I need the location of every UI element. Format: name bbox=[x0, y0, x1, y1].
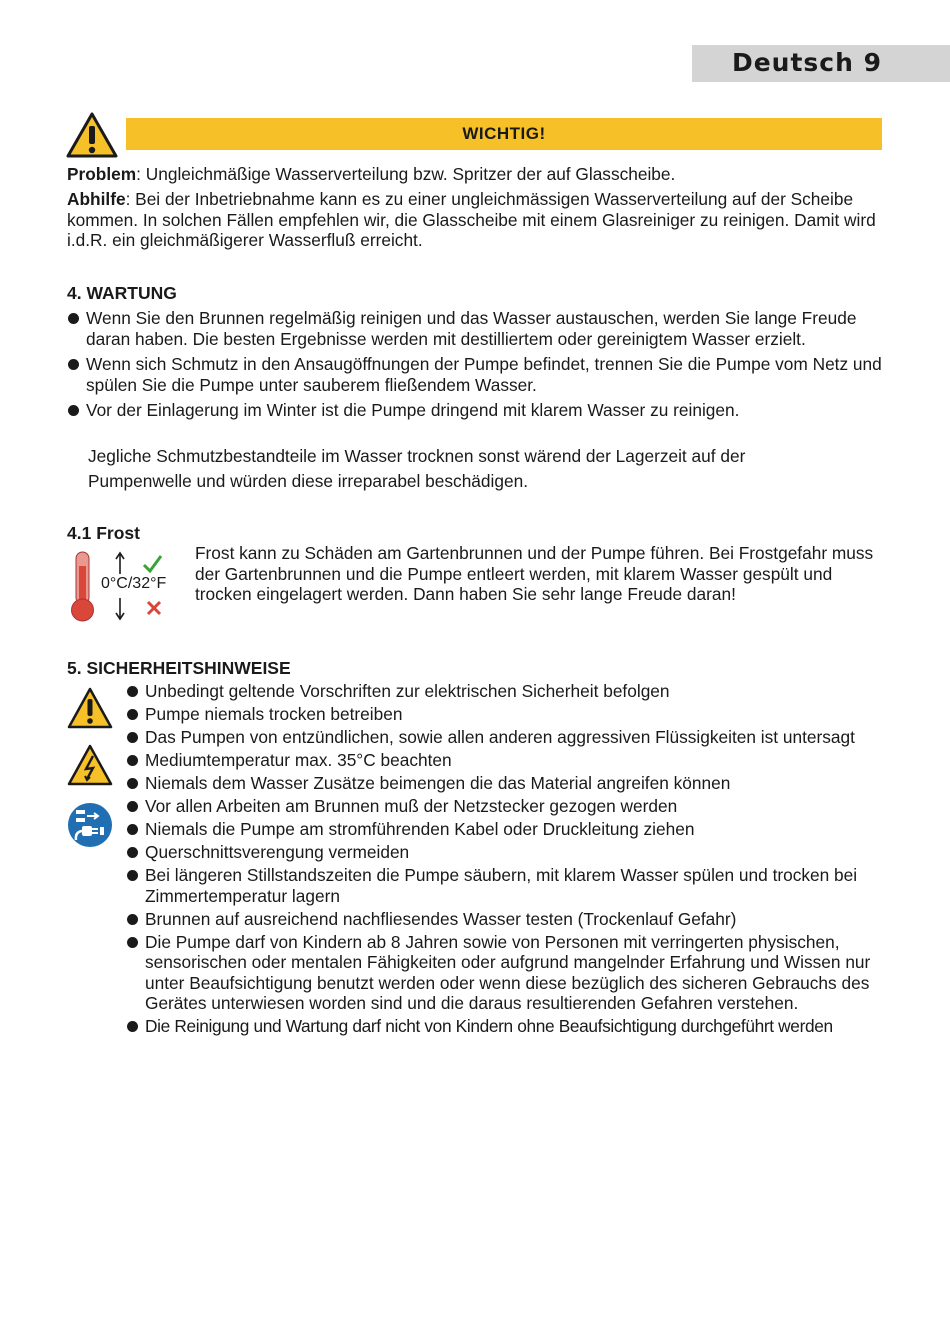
remedy-label: Abhilfe bbox=[67, 189, 126, 209]
list-item: Wenn Sie den Brunnen regelmäßig reinigen und das Wasser austauschen, werden Sie lange Freude daran haben. Die besten Ergebnisse werden mit destilliertem oder gereinigtem Wasser erzielt. bbox=[67, 308, 887, 349]
remedy-text: : Bei der Inbetriebnahme kann es zu einer ungleichmässigen Wasserverteilung auf der Scheibe kommen. In solchen Fällen empfehlen wir, die Glasscheibe mit einem Glasreiniger zu reinigen. Damit wird i.d.R. ein gleichmäßigerer Wasserfluß erreicht. bbox=[67, 189, 876, 250]
problem-label: Problem bbox=[67, 164, 137, 184]
remedy-paragraph bbox=[67, 189, 887, 251]
bullet-icon bbox=[127, 847, 138, 858]
bullet-icon bbox=[127, 824, 138, 835]
list-item: Wenn sich Schmutz in den Ansaugöffnungen der Pumpe befindet, trennen Sie die Pumpe vom Netz und spülen Sie die Pumpe unter sauberem fließendem Wasser. bbox=[67, 354, 887, 395]
cross-icon bbox=[146, 600, 162, 616]
problem-text: : Ungleichmäßige Wasserverteilung bzw. Spritzer der auf Glasscheibe. bbox=[136, 164, 676, 184]
important-banner bbox=[126, 118, 882, 150]
list-item: Pumpe niemals trocken betreiben bbox=[126, 704, 886, 725]
frost-pictogram bbox=[66, 548, 186, 626]
list-item: Niemals die Pumpe am stromführenden Kabel oder Druckleitung ziehen bbox=[126, 819, 886, 840]
safety-heading: 5. SICHERHEITSHINWEISE bbox=[67, 658, 291, 678]
bullet-icon bbox=[127, 937, 138, 948]
list-item: Die Reinigung und Wartung darf nicht von Kindern ohne Beaufsichtigung durchgeführt werden bbox=[126, 1016, 886, 1037]
frost-text: Frost kann zu Schäden am Gartenbrunnen und der Pumpe führen. Bei Frostgefahr muss der Gartenbrunnen und die Pumpe entleert werden, mit klarem Wasser gespült und trocken eingelagert werden. Dann haben Sie sehr lange Freude daran! bbox=[195, 543, 874, 604]
maintenance-continuation-1: Jegliche Schmutzbestandteile im Wasser trocknen sonst wärend der Lagerzeit auf der bbox=[88, 446, 746, 466]
bullet-icon bbox=[68, 405, 79, 416]
bullet-icon bbox=[127, 1021, 138, 1032]
bullet-icon bbox=[127, 914, 138, 925]
bullet-icon bbox=[127, 686, 138, 697]
list-item: Bei längeren Stillstandszeiten die Pumpe säubern, mit klarem Wasser spülen und trocken bei Zimmertemperatur lagern bbox=[126, 865, 886, 906]
list-item: Niemals dem Wasser Zusätze beimengen die das Material angreifen können bbox=[126, 773, 886, 794]
frost-heading: 4.1 Frost bbox=[67, 523, 140, 543]
bullet-icon bbox=[68, 359, 79, 370]
list-item: Vor der Einlagerung im Winter ist die Pumpe dringend mit klarem Wasser zu reinigen. bbox=[67, 400, 887, 421]
language-tab-label: Deutsch 9 bbox=[731, 48, 882, 77]
maintenance-continuation-2: Pumpenwelle und würden diese irreparabel beschädigen. bbox=[88, 471, 528, 491]
bullet-icon bbox=[127, 755, 138, 766]
important-title: WICHTIG! bbox=[462, 124, 546, 143]
list-item: Brunnen auf ausreichend nachfliesendes Wasser testen (Trockenlauf Gefahr) bbox=[126, 909, 886, 930]
bullet-icon bbox=[68, 313, 79, 324]
bullet-icon bbox=[127, 870, 138, 881]
electric-hazard-icon bbox=[67, 744, 113, 787]
bullet-icon bbox=[127, 709, 138, 720]
frost-temperature-label: 0°C/32°F bbox=[101, 575, 167, 592]
maintenance-list bbox=[67, 308, 887, 421]
list-item: Querschnittsverengung vermeiden bbox=[126, 842, 886, 863]
list-item: Mediumtemperatur max. 35°C beachten bbox=[126, 750, 886, 771]
list-item: Vor allen Arbeiten am Brunnen muß der Netzstecker gezogen werden bbox=[126, 796, 886, 817]
unplug-mandatory-icon bbox=[67, 802, 113, 848]
list-item: Das Pumpen von entzündlichen, sowie allen anderen aggressiven Flüssigkeiten ist untersagt bbox=[126, 727, 886, 748]
bullet-icon bbox=[127, 732, 138, 743]
warning-triangle-icon bbox=[66, 111, 118, 159]
language-tab bbox=[692, 45, 950, 82]
bullet-icon bbox=[127, 801, 138, 812]
list-item: Die Pumpe darf von Kindern ab 8 Jahren sowie von Personen mit verringerten physischen, sensorischen oder mentalen Fähigkeiten oder aufgrund mangelnder Erfahrung und Wissen nur unter Beaufsichtigung benutzt werden oder wenn diese bezüglich des sicheren Gebrauchs des Gerätes unterwiesen worden sind und die daraus resultierenden Gefahren verstehen. bbox=[126, 932, 886, 1014]
check-icon bbox=[142, 554, 162, 574]
list-item: Unbedingt geltende Vorschriften zur elektrischen Sicherheit befolgen bbox=[126, 681, 886, 702]
problem-paragraph bbox=[67, 164, 887, 185]
maintenance-heading: 4. WARTUNG bbox=[67, 283, 177, 303]
bullet-icon bbox=[127, 778, 138, 789]
warning-triangle-icon bbox=[67, 687, 113, 730]
safety-list bbox=[126, 681, 886, 1037]
